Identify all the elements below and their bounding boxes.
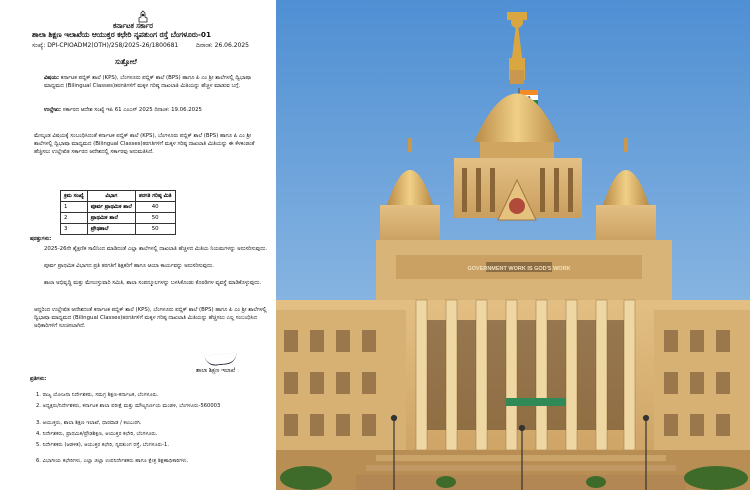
table-row bbox=[61, 202, 176, 213]
table-cell: 50 bbox=[135, 213, 175, 224]
doc-copy-item: 6. ವಿಭಾಗೀಯ ಕಛೇರಿಗಳು, ಎಲ್ಲಾ ಜಿಲ್ಲಾ ಉಪನಿರ್ದೇಶಕರು ಹಾಗೂ ಕ್ಷೇತ್ರ ಶಿಕ್ಷಣಾಧಿಕಾರಿಗಳು. bbox=[36, 458, 189, 464]
doc-copy-item: 1. ರಾಜ್ಯ ಯೋಜನಾ ನಿರ್ದೇಶಕರು, ಸಮಗ್ರ ಶಿಕ್ಷಣ-ಕರ್ನಾಟಕ, ಬೆಂಗಳೂರು. bbox=[36, 392, 159, 398]
enrollment-limit-table bbox=[60, 190, 176, 235]
table-cell: 50 bbox=[135, 224, 175, 235]
doc-subject: ವಿಷಯ: ಕರ್ನಾಟಕ ಪಬ್ಲಿಕ್ ಶಾಲೆ (KPS), ಬೆಂಗಳೂರು ಪಬ್ಲಿಕ್ ಶಾಲೆ (BPS) ಹಾಗೂ ಪಿ ಎಂ ಶ್ರೀ ಶಾಲೆಗಳಲ್ಲಿ ದ್ವಿಭಾಷಾ ಮಾಧ್ಯಮದ (Bilingual Classes)ತರಗತಿಗಳಿಗೆ ಮಕ್ಕಳ ಗರಿಷ್ಠ ದಾಖಲಾತಿ ಮಿತಿಯನ್ನು ಹೆಚ್ಚಳ ಮಾಡುವ ಬಗ್ಗೆ. bbox=[44, 75, 252, 89]
table-cell: 3 bbox=[61, 224, 88, 235]
circular-document bbox=[0, 0, 276, 490]
table-row bbox=[61, 224, 176, 235]
doc-copy-item: 5. ನಿರ್ದೇಶಕರು (ಆಡಳಿತ), ಆಯುಕ್ತರ ಕಛೇರಿ, ನೃಪತುಂಗ ರಸ್ತೆ, ಬೆಂಗಳೂರು-1. bbox=[36, 442, 169, 448]
table-header-cell: ವಿಭಾಗ bbox=[87, 191, 135, 202]
doc-header-government: ಕರ್ನಾಟಕ ಸರ್ಕಾರ bbox=[113, 22, 153, 30]
building-photo bbox=[276, 0, 750, 490]
table-row bbox=[61, 213, 176, 224]
table-cell: 2 bbox=[61, 213, 88, 224]
table-header-row bbox=[61, 191, 176, 202]
doc-signatory: ಶಾಲಾ ಶಿಕ್ಷಣ ಇಲಾಖೆ bbox=[196, 368, 236, 374]
doc-copy-item: 4. ನಿರ್ದೇಶಕರು, ಪ್ರಾಥಮಿಕ/ಪ್ರೌಢಶಿಕ್ಷಣ, ಆಯುಕ್ತರ ಕಛೇರಿ, ಬೆಂಗಳೂರು. bbox=[36, 431, 158, 437]
doc-condition-item: ಶಾಲಾ ಅಭಿವೃದ್ಧಿ ಮತ್ತು ಮೇಲುಸ್ತುವಾರಿ ಸಮಿತಿ, ಶಾಲಾ ಸಂಪನ್ಮೂಲಗಳನ್ನು ಬಳಸಿಕೊಂಡು ಕೊಠಡಿಗಳ ವ್ಯವಸ್ಥೆ ಮಾಡಿಕೊಳ್ಳುವುದು. bbox=[44, 280, 262, 286]
doc-header-office: ಶಾಲಾ ಶಿಕ್ಷಣ ಇಲಾಖೆಯ ಆಯುಕ್ತರ ಕಛೇರಿ ನೃಪತುಂಗ ರಸ್ತೆ ಬೆಂಗಳೂರು-01 bbox=[32, 30, 212, 39]
table-cell: 40 bbox=[135, 202, 175, 213]
doc-reference-number: ಸಂಖ್ಯೆ: DPI-CPIOADM2(OTH)/258/2025-26/1800681 bbox=[32, 42, 179, 49]
doc-reference-line: ಉಲ್ಲೇಖ: ಸರ್ಕಾರದ ಆದೇಶ ಸಂಖ್ಯೆ ಇಪಿ 61 ಎಂಎಸ್ 2025 ದಿನಾಂಕ: 19.06.2025 bbox=[44, 107, 202, 113]
table-cell: ಪ್ರೌಢಶಾಲೆ bbox=[87, 224, 135, 235]
front-steps bbox=[276, 450, 750, 490]
table-cell: 1 bbox=[61, 202, 88, 213]
doc-copy-item: 2. ಅಧ್ಯಕ್ಷರು/ನಿರ್ದೇಶಕರು, ಕರ್ನಾಟಕ ಶಾಲಾ ಪರೀಕ್ಷೆ ಮತ್ತು ಮೌಲ್ಯನಿರ್ಣಯ ಮಂಡಳಿ, ಬೆಂಗಳೂರು-560003 bbox=[36, 403, 221, 409]
table-header-cell: ತರಗತಿ ಗರಿಷ್ಠ ಮಿತಿ bbox=[135, 191, 175, 202]
vidhana-soudha-illustration bbox=[276, 0, 750, 490]
doc-condition-item: 2025-26ನೇ ಶೈಕ್ಷಣಿಕ ಸಾಲಿನಿಂದ ಮಾಡಿದಂತೆ ಎಲ್ಲಾ ಶಾಲೆಗಳಲ್ಲಿ ದಾಖಲಾತಿ ಹೆಚ್ಚಳದ ಮಿತಿಯ ನಿಯಮಗಳನ್ನು ಅನುಸರಿಸುವುದು. bbox=[44, 246, 268, 252]
table-cell: ಪೂರ್ವ ಪ್ರಾಥಮಿಕ ಶಾಲೆ bbox=[87, 202, 135, 213]
doc-conditions-label: ಷರತ್ತುಗಳು: bbox=[30, 236, 52, 242]
doc-notice-title: ಸುತ್ತೋಲೆ bbox=[115, 58, 137, 66]
building-sign: GOVERNMENT WORK IS GOD'S WORK bbox=[467, 266, 571, 272]
doc-closing-paragraph: ಆದ್ದರಿಂದ ಉಲ್ಲೇಖಿತ ಆದೇಶದಂತೆ ಕರ್ನಾಟಕ ಪಬ್ಲಿಕ್ ಶಾಲೆ (KPS), ಬೆಂಗಳೂರು ಪಬ್ಲಿಕ್ ಶಾಲೆ (BPS) ಹಾಗೂ ಪಿ ಎಂ ಶ್ರೀ ಶಾಲೆಗಳಲ್ಲಿ ದ್ವಿಭಾಷಾ ಮಾಧ್ಯಮದ (Bilingual Classes)ತರಗತಿಗಳಿಗೆ ಮಕ್ಕಳ ಗರಿಷ್ಠ ದಾಖಲಾತಿ ಮಿತಿಯನ್ನು ಹೆಚ್ಚಿಸಲು ಎಲ್ಲ ಸಂಬಂಧಿಸಿದ ಅಧಿಕಾರಿಗಳಿಗೆ ಸೂಚಿಸಲಾಗಿದೆ. bbox=[34, 307, 267, 329]
table-cell: ಪ್ರಾಥಮಿಕ ಶಾಲೆ bbox=[87, 213, 135, 224]
signature-mark bbox=[205, 352, 238, 366]
table-header-cell: ಕ್ರಮ ಸಂಖ್ಯೆ bbox=[61, 191, 88, 202]
doc-condition-item: ಪೂರ್ವ ಪ್ರಾಥಮಿಕ ವಿಭಾಗದ ಪ್ರತಿ ತರಗತಿಗೆ ಶಿಕ್ಷಕರಿಗೆ ಹಾಗೂ ಆಯಾ ಕಾರ್ಯವನ್ನು ಅನುಸರಿಸುವುದು. bbox=[44, 263, 214, 269]
doc-copy-item: 3. ಆಯುಕ್ತರು, ಶಾಲಾ ಶಿಕ್ಷಣ ಇಲಾಖೆ, ಧಾರವಾಡ / ಕಲಬುರಗಿ. bbox=[36, 420, 142, 426]
doc-date: ದಿನಾಂಕ: 26.06.2025 bbox=[196, 42, 249, 49]
doc-body-paragraph: ಮೇಲ್ಕಂಡ ವಿಷಯಕ್ಕೆ ಸಂಬಂಧಿಸಿದಂತೆ ಕರ್ನಾಟಕ ಪಬ್ಲಿಕ್ ಶಾಲೆ (KPS), ಬೆಂಗಳೂರು ಪಬ್ಲಿಕ್ ಶಾಲೆ (BPS) ಹಾಗೂ ಪಿ ಎಂ ಶ್ರೀ ಶಾಲೆಗಳಲ್ಲಿ ದ್ವಿಭಾಷಾ ಮಾಧ್ಯಮದ (Bilingual Classes)ತರಗತಿಗಳಿಗೆ ಮಕ್ಕಳ ಗರಿಷ್ಠ ದಾಖಲಾತಿ ಮಿತಿಯನ್ನು ಈ ಕೆಳಕಂಡಂತೆ ಹೆಚ್ಚಿಸಲು ಉಲ್ಲೇಖಿತ ಸರ್ಕಾರದ ಆದೇಶದಲ್ಲಿ ಸರ್ಕಾರವು ಅನುಮತಿಸಿದೆ. bbox=[34, 133, 255, 155]
doc-copy-label: ಪ್ರತಿಗಳು: bbox=[30, 376, 47, 382]
